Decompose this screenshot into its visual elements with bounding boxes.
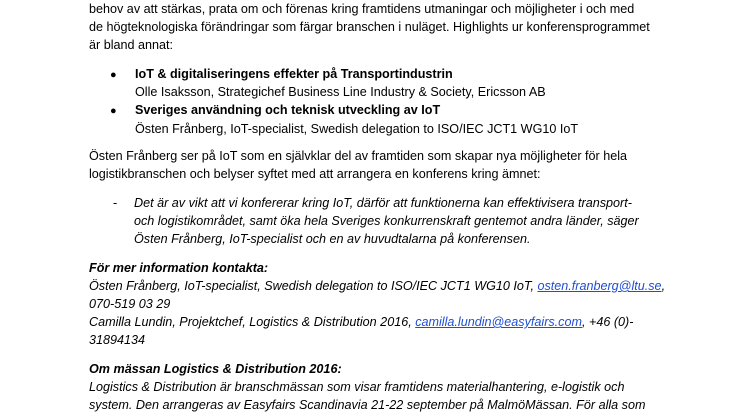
contact-person-1-phone: 070-519 03 29 xyxy=(89,297,171,311)
intro-line-3: är bland annat: xyxy=(89,38,174,52)
highlight-1-title: IoT & digitaliseringens effekter på Transportindustrin xyxy=(135,67,453,81)
contact-person-2-text: Camilla Lundin, Projektchef, Logistics & Distribution 2016, xyxy=(89,315,416,329)
highlight-2-title: Sveriges användning och teknisk utveckling av IoT xyxy=(135,103,441,117)
contact-person-1-text: Östen Frånberg, IoT-specialist, Swedish delegation to ISO/IEC JCT1 WG10 IoT, xyxy=(89,279,538,293)
about-heading: Om mässan Logistics & Distribution 2016: xyxy=(89,362,342,376)
highlight-2-speaker: Östen Frånberg, IoT-specialist, Swedish delegation to ISO/IEC JCT1 WG10 IoT xyxy=(135,122,579,136)
paragraph2-line-1: Östen Frånberg ser på IoT som en självklar del av framtiden som skapar nya möjligheter för hela xyxy=(89,149,628,163)
quote-line-2: och logistikområdet, samt öka hela Sveriges konkurrenskraft gentemot andra länder, säger xyxy=(134,214,639,228)
intro-line-1: behov av att stärkas, prata om och förenas kring framtidens utmaningar och möjligheter i och med xyxy=(89,2,635,16)
about-line-2: system. Den arrangeras av Easyfairs Scandinavia 21-22 september på MalmöMässan. För alla som xyxy=(89,398,646,412)
contact-person-2-email-link[interactable]: camilla.lundin@easyfairs.com xyxy=(415,315,582,329)
intro-line-2: de högteknologiska förändringar som färgar branschen i nuläget. Highlights ur konferensprogrammet xyxy=(89,20,650,34)
about-line-1: Logistics & Distribution är branschmässan som visar framtidens materialhantering, e-logistik och xyxy=(89,380,625,394)
contact-person-2-phone: 31894134 xyxy=(89,333,146,347)
contact-heading: För mer information kontakta: xyxy=(89,261,269,275)
contact-person-2-suffix: , +46 (0)- xyxy=(581,315,634,329)
contact-person-1-suffix: , xyxy=(661,279,666,293)
contact-person-2 xyxy=(89,315,633,330)
contact-person-1 xyxy=(89,279,665,294)
quote-line-3: Östen Frånberg, IoT-specialist och en av huvudtalarna på konferensen. xyxy=(134,232,531,246)
quote-dash: - xyxy=(113,196,118,210)
contact-person-1-email-link[interactable]: osten.franberg@ltu.se xyxy=(537,279,662,293)
quote-line-1: Det är av vikt att vi konfererar kring IoT, därför att funktionerna kan effektivisera transport- xyxy=(134,196,632,210)
paragraph2-line-2: logistikbranschen och belyser syftet med att arrangera en konferens kring ämnet: xyxy=(89,167,541,181)
highlight-1-speaker: Olle Isaksson, Strategichef Business Line Industry & Society, Ericsson AB xyxy=(135,85,546,99)
bullet-icon: ● xyxy=(110,69,117,81)
bullet-icon: ● xyxy=(110,105,117,117)
